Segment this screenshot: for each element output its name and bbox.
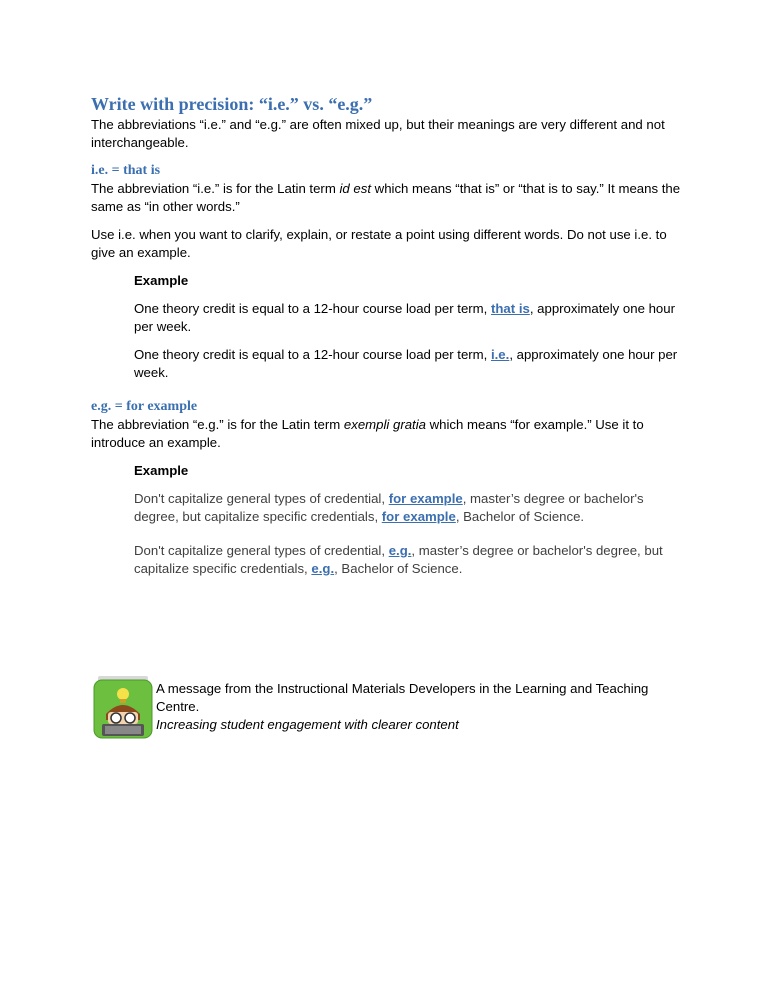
ie-latin-term: id est: [339, 181, 372, 196]
eg-example-label: Example: [134, 463, 189, 478]
ie-heading: i.e. = that is: [91, 163, 161, 178]
eg-definition: The abbreviation “e.g.” is for the Latin term exempli gratia which means “for example.” Use it to introduce an example.: [91, 417, 644, 450]
footer-line-2: Increasing student engagement with clearer content: [156, 717, 459, 732]
ie-usage: Use i.e. when you want to clarify, explain, or restate a point using different words. Do not use i.e. to give an example.: [91, 227, 667, 260]
footer-message: [92, 674, 692, 744]
ie-example-1-highlight: that is: [490, 301, 530, 316]
eg-example-2-highlight-a: e.g.: [388, 543, 412, 558]
intro-paragraph: The abbreviations “i.e.” and “e.g.” are often mixed up, but their meanings are very different and not interchangeable.: [91, 117, 665, 150]
eg-example-1-highlight-a: for example: [388, 491, 463, 506]
eg-example-2-highlight-b: e.g.: [311, 561, 335, 576]
ie-definition: The abbreviation “i.e.” is for the Latin term id est which means “that is” or “that is to say.” It means the same as “in other words.”: [91, 181, 681, 214]
eg-heading: e.g. = for example: [91, 399, 198, 414]
eg-example-1: Don't capitalize general types of credential, for example, master’s degree or bachelor's degree, but capitalize specific credentials, for example, Bachelor of Science.: [134, 491, 644, 524]
eg-example-1-highlight-b: for example: [381, 509, 456, 524]
ltc-logo-icon: [92, 674, 154, 740]
eg-example-block: [134, 462, 691, 578]
ie-example-1: One theory credit is equal to a 12-hour course load per term, that is, approximately one hour per week.: [134, 301, 675, 334]
page-title: Write with precision: “i.e.” vs. “e.g.”: [91, 94, 373, 114]
eg-latin-term: exempli gratia: [343, 417, 426, 432]
footer-line-1: A message from the Instructional Materials Developers in the Learning and Teaching Centre.: [156, 681, 649, 714]
document-body: [91, 92, 691, 578]
footer-text: [156, 680, 656, 734]
ie-example-2-highlight: i.e.: [490, 347, 510, 362]
ie-example-2: One theory credit is equal to a 12-hour course load per term, i.e., approximately one hour per week.: [134, 347, 678, 380]
ie-example-label: Example: [134, 273, 189, 288]
eg-example-2: Don't capitalize general types of credential, e.g., master’s degree or bachelor's degree, but capitalize specific credentials, e.g., Bachelor of Science.: [134, 543, 663, 576]
ie-example-block: [134, 272, 691, 382]
